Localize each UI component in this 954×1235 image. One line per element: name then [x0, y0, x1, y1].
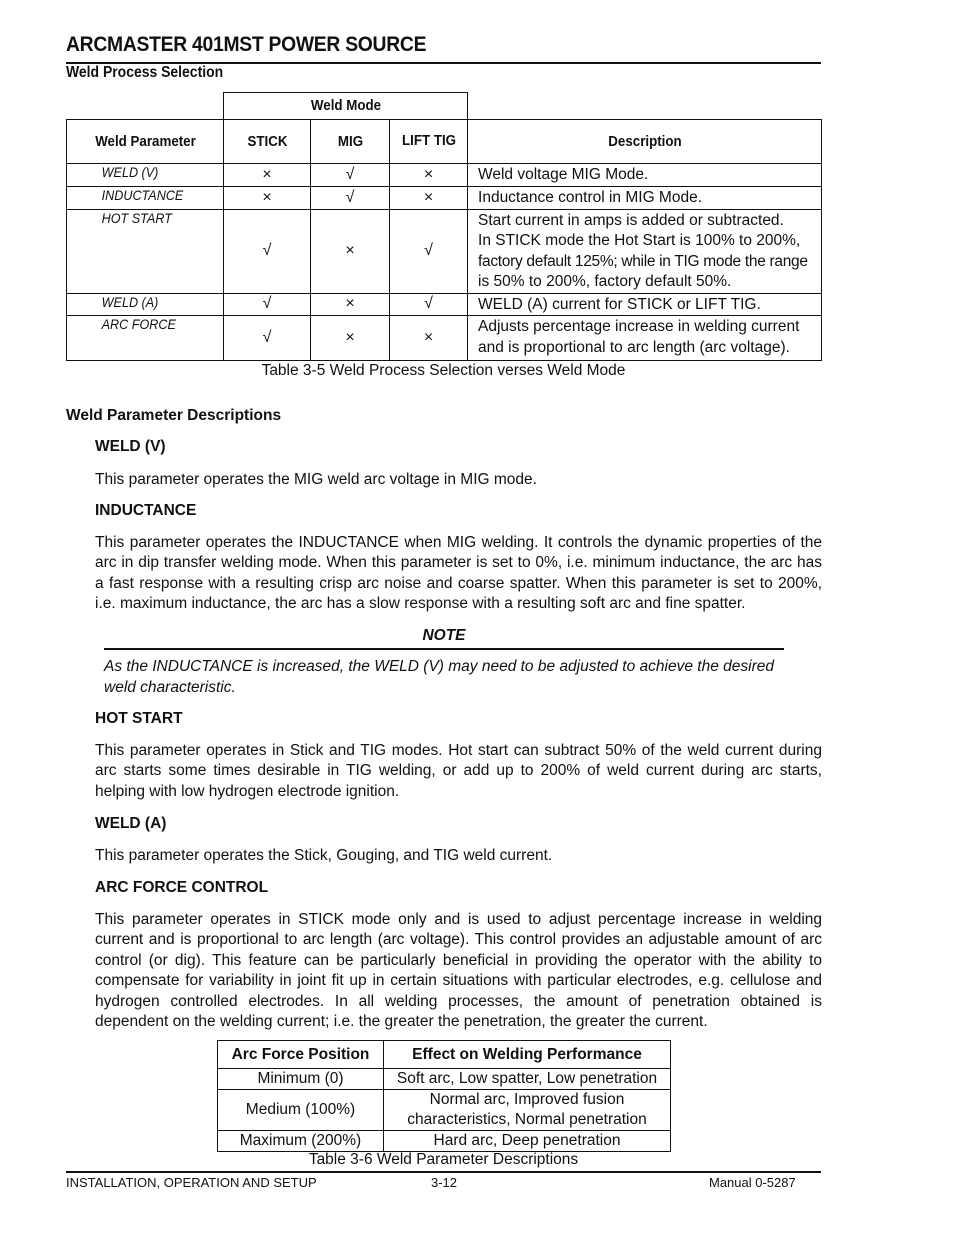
arc-force-position: Minimum (0) — [218, 1069, 384, 1090]
effect-cell — [384, 1131, 671, 1152]
note-title: NOTE — [422, 627, 466, 644]
effect-cell — [384, 1090, 671, 1131]
hot-start-heading: HOT START — [95, 710, 183, 727]
weld-a-text: This parameter operates the Stick, Gouging, and TIG weld current. — [95, 847, 553, 864]
arc-force-position: Medium (100%) — [218, 1090, 384, 1131]
param-cell: WELD (A) — [67, 293, 208, 316]
table-row — [218, 1090, 671, 1131]
note-text: As the INDUCTANCE is increased, the WELD (V) may need to be adjusted to achieve the desired weld characteristic. — [104, 658, 774, 696]
mig-mark: × — [311, 293, 390, 316]
section-title: Weld Process Selection — [66, 64, 224, 81]
mig-mark: √ — [311, 186, 390, 209]
footer-left: INSTALLATION, OPERATION AND SETUP — [66, 1175, 317, 1190]
param-cell: WELD (V) — [67, 164, 208, 187]
weld-a-heading: WELD (A) — [95, 815, 167, 832]
page-title: ARCMASTER 401MST POWER SOURCE — [66, 33, 427, 56]
param-cell: ARC FORCE — [67, 316, 208, 361]
table-row — [67, 164, 822, 187]
description-line: In STICK mode the Hot Start is 100% to 200%, — [478, 232, 801, 249]
table-caption: Table 3-6 Weld Parameter Descriptions — [308, 1151, 579, 1168]
description-line: and is proportional to arc length (arc voltage). — [478, 338, 790, 356]
weld-v-text: This parameter operates the MIG weld arc voltage in MIG mode. — [95, 471, 537, 488]
effect-line: Soft arc, Low spatter, Low penetration — [396, 1070, 658, 1087]
effect-line: characteristics, Normal penetration — [407, 1111, 647, 1128]
note-rule — [104, 648, 784, 650]
arc-force-table — [217, 1040, 671, 1152]
description-cell: Weld voltage MIG Mode. — [468, 164, 822, 187]
table-row — [67, 316, 822, 361]
inductance-text: This parameter operates the INDUCTANCE when MIG welding. It controls the dynamic properties of the arc in dip transfer welding mode. When this parameter is set to 0%, i.e. minimum inductance, the arc has a fast response with a resulting crisp arc noise and coarse spatter. When this parameter is set to 200%, i.e. maximum inductance, the arc has a slow response with a resulting soft arc and fine spatter. — [95, 534, 822, 613]
header-effect: Effect on Welding Performance — [384, 1041, 671, 1069]
arc-force-position: Maximum (200%) — [218, 1131, 384, 1152]
table-row — [218, 1131, 671, 1152]
description-line: factory default 125%; while in TIG mode the range — [478, 252, 808, 270]
table-row — [67, 209, 822, 293]
stick-mark: √ — [224, 209, 311, 293]
effect-line: Hard arc, Deep penetration — [433, 1132, 621, 1149]
mig-mark: × — [311, 316, 390, 361]
header-mig: MIG — [314, 120, 387, 164]
stick-mark: √ — [224, 316, 311, 361]
stick-mark: √ — [224, 293, 311, 316]
arc-force-text: This parameter operates in STICK mode only and is used to adjust percentage increase in welding current and is proportional to arc length (arc voltage). This control provides an adjustable amount of arc control (or dig). This feature can be particularly beneficial in providing the operator with the ability to compensate for variability in joint fit up in certain situations with particular electrodes, e.g. cellulose and hydrogen controlled electrodes. In all welding processes, the amount of penetration obtained is dependent on the welding current; i.e. the greater the penetration, the greater the current. — [95, 911, 822, 1031]
stick-mark: × — [224, 186, 311, 209]
table-caption: Table 3-5 Weld Process Selection verses Weld Mode — [261, 362, 626, 379]
table-row — [218, 1069, 671, 1090]
tig-mark: × — [390, 316, 468, 361]
tig-mark: × — [390, 186, 468, 209]
header-description: Description — [482, 120, 808, 164]
effect-line: Normal arc, Improved fusion — [429, 1091, 625, 1108]
section-heading: Weld Parameter Descriptions — [66, 407, 282, 424]
header-weld-parameter: Weld Parameter — [73, 120, 217, 164]
inductance-heading: INDUCTANCE — [95, 502, 197, 519]
description-cell: WELD (A) current for STICK or LIFT TIG. — [468, 293, 822, 316]
description-cell: Inductance control in MIG Mode. — [468, 186, 822, 209]
param-cell: INDUCTANCE — [67, 186, 208, 209]
table-row — [67, 293, 822, 316]
tig-mark: √ — [390, 209, 468, 293]
mig-mark: √ — [311, 164, 390, 187]
description-line: Start current in amps is added or subtracted. — [478, 211, 784, 229]
description-cell — [468, 316, 822, 361]
tig-mark: √ — [390, 293, 468, 316]
weld-process-table — [66, 92, 822, 361]
stick-mark: × — [224, 164, 311, 187]
param-cell: HOT START — [67, 209, 208, 293]
header-stick: STICK — [227, 120, 307, 164]
description-cell — [468, 209, 822, 293]
mig-mark: × — [311, 209, 390, 293]
weld-v-heading: WELD (V) — [95, 438, 166, 455]
table-row — [67, 186, 822, 209]
tig-mark: × — [390, 164, 468, 187]
effect-cell — [384, 1069, 671, 1090]
page-number: 3-12 — [431, 1175, 458, 1190]
header-arc-force-position: Arc Force Position — [218, 1041, 384, 1069]
arc-force-heading: ARC FORCE CONTROL — [95, 879, 269, 896]
hot-start-text: This parameter operates in Stick and TIG modes. Hot start can subtract 50% of the weld current during arc starts some times desirable in TIG welding, or add up to 200% of weld current during arc starts, helping with low hydrogen electrode ignition. — [95, 742, 822, 800]
weld-mode-header: Weld Mode — [233, 93, 457, 120]
description-line: is 50% to 200%, factory default 50%. — [478, 273, 732, 290]
footer-rule — [66, 1171, 821, 1173]
manual-number: Manual 0-5287 — [709, 1175, 796, 1190]
description-line: Adjusts percentage increase in welding current — [478, 318, 800, 335]
header-lift-tig: LIFT TIG — [393, 120, 465, 164]
